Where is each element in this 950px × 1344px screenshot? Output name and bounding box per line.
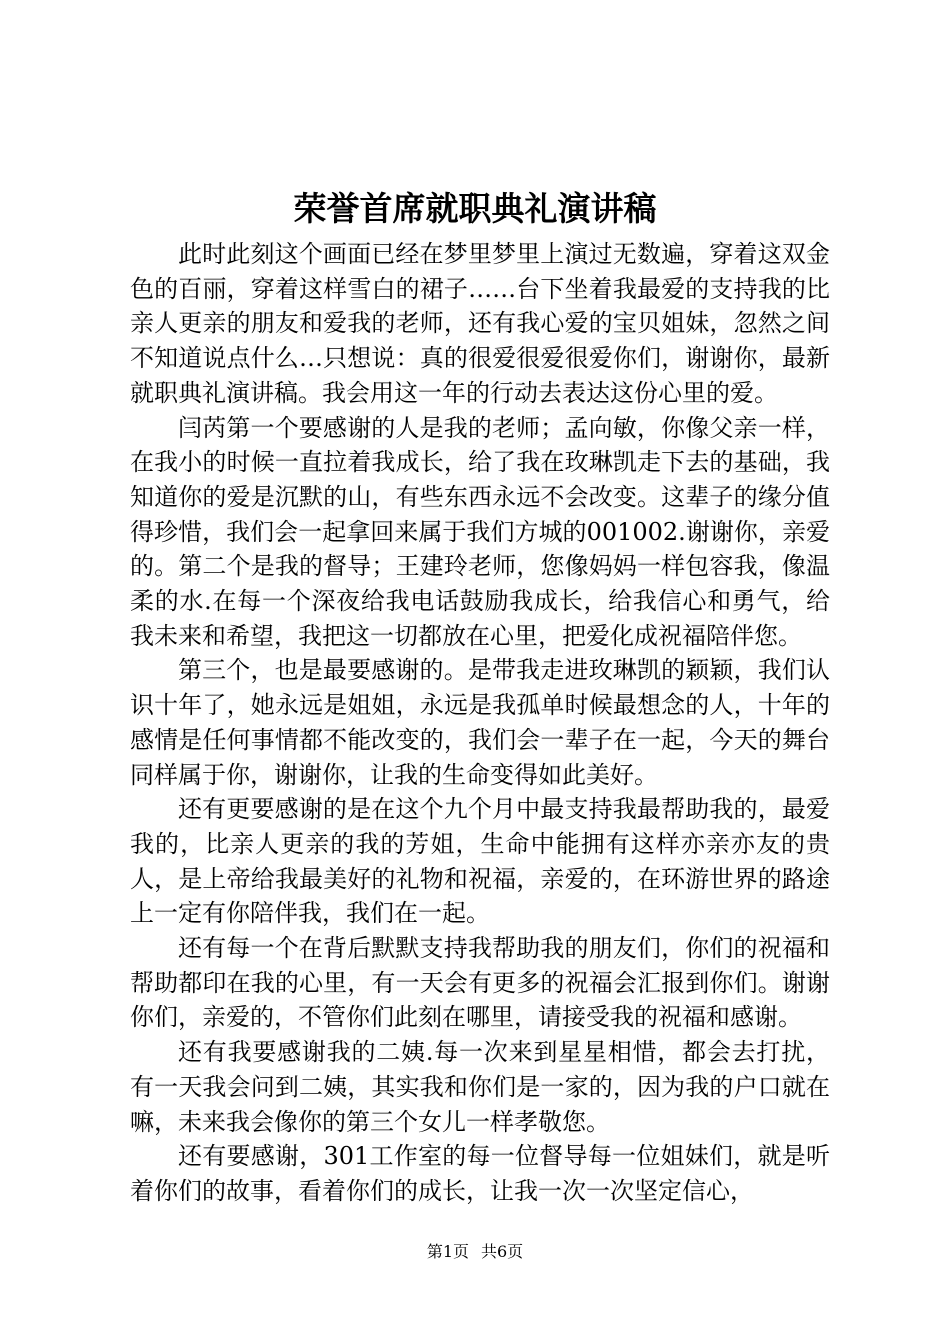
paragraph: 还有更要感谢的是在这个九个月中最支持我最帮助我的，最爱我的，比亲人更亲的我的芳姐，生命中能拥有这样亦亲亦友的贵人，是上帝给我最美好的礼物和祝福，亲爱的，在环游世界的路途上一定有你陪伴我，我们在一起。 [130, 795, 830, 928]
document-title: 荣誉首席就职典礼演讲稿 [293, 189, 657, 228]
paragraph: 第三个，也是最要感谢的。是带我走进玫琳凯的颖颖，我们认识十年了，她永远是姐姐，永远是我孤单时候最想念的人，十年的感情是任何事情都不能改变的，我们会一辈子在一起，今天的舞台同样属于你，谢谢你，让我的生命变得如此美好。 [130, 656, 830, 789]
paragraph: 还有每一个在背后默默支持我帮助我的朋友们，你们的祝福和帮助都印在我的心里，有一天会有更多的祝福会汇报到你们。谢谢你们，亲爱的，不管你们此刻在哪里，请接受我的祝福和感谢。 [130, 934, 830, 1032]
page-total: 共6页 [481, 1242, 524, 1261]
page-number: 第1页 [426, 1242, 469, 1261]
paragraph: 还有我要感谢我的二姨.每一次来到星星相惜，都会去打扰，有一天我会问到二姨，其实我和你们是一家的，因为我的户口就在嘛，未来我会像你的第三个女儿一样孝敬您。 [130, 1038, 830, 1136]
document-body [130, 237, 830, 1209]
paragraph: 此时此刻这个画面已经在梦里梦里上演过无数遍，穿着这双金色的百丽，穿着这样雪白的裙子……台下坐着我最爱的支持我的比亲人更亲的朋友和爱我的老师，还有我心爱的宝贝姐妹，忽然之间不知道说点什么…只想说：真的很爱很爱很爱你们，谢谢你，最新就职典礼演讲稿。我会用这一年的行动去表达这份心里的爱。 [130, 240, 830, 407]
paragraph: 还有要感谢，301工作室的每一位督导每一位姐妹们，就是听着你们的故事，看着你们的成长，让我一次一次坚定信心， [130, 1142, 830, 1205]
paragraph: 闫芮第一个要感谢的人是我的老师；孟向敏，你像父亲一样，在我小的时候一直拉着我成长，给了我在玫琳凯走下去的基础，我知道你的爱是沉默的山，有些东西永远不会改变。这辈子的缘分值得珍惜，我们会一起拿回来属于我们方城的001002.谢谢你，亲爱的。第二个是我的督导；王建玲老师，您像妈妈一样包容我，像温柔的水.在每一个深夜给我电话鼓励我成长，给我信心和勇气，给我未来和希望，我把这一切都放在心里，把爱化成祝福陪伴您。 [130, 413, 830, 650]
page-footer [0, 1240, 950, 1264]
